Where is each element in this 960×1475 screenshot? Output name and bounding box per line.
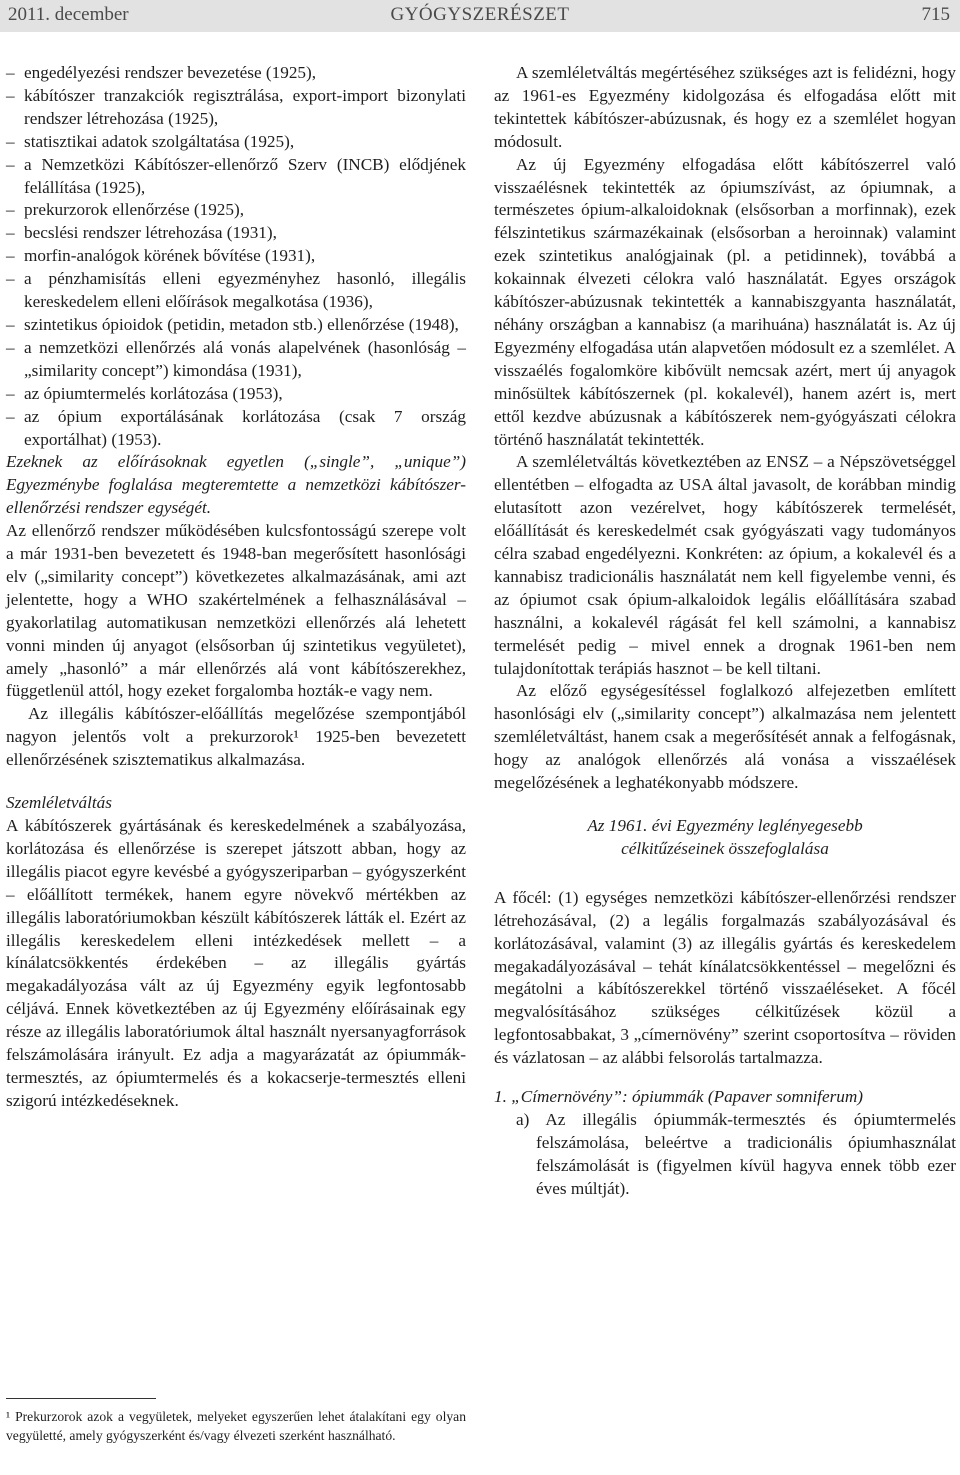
right-column (494, 62, 956, 1201)
footnote-text: ¹ Prekurzorok azok a vegyületek, melyeket egyszerűen lehet átalakítani egy olyan vegyületté, amely gyógyszerként és/vagy élvezeti szerként használható. (6, 1409, 466, 1443)
footnote (6, 1408, 466, 1445)
list-item: – szintetikus ópioidok (petidin, metadon stb.) ellenőrzése (1948), (6, 314, 466, 337)
paragraph: Az ellenőrző rendszer működésében kulcsfontosságú szerepe volt a már 1931-ben bevezetett és 1948-ban megerősített hasonlósági elv („similarity concept”) következetes alkalmazásának, ami azt jelentette, hogy a WHO szakértelmének a felhasználásával – gyakorlatilag automatikusan nemzetközi ellenőrzés alá lehetett vonni minden új anyagot (elsősorban új szintetikus vegyületet), amely „hasonló” a már ellenőrzés alá vont kábítószerekhez, függetlenül attól, hogy ezeket forgalomba hozták-e vagy nem. (6, 521, 466, 701)
paragraph: A főcél: (1) egységes nemzetközi kábítószer-ellenőrzési rendszer létrehozásával, (2) a legális forgalmazás szabályozásával és korlátozásával, valamint (3) az illegális gyártás és kereskedelem megakadályozásával – tehát kínálatcsökkentéssel – megelőzni és megátolni a kábítószerekkel történő visszaéléseket. A főcél megvalósításához szükséges célkitűzések közül a legfontosabbakat, 3 „címernövény” szerint csoportosítva – röviden és vázlatosan – az alábbi felsorolás tartalmazza. (494, 887, 956, 1068)
list-item: – statisztikai adatok szolgáltatása (1925), (6, 131, 466, 154)
list-item: – a pénzhamisítás elleni egyezményhez hasonló, illegális kereskedelem elleni előírások megalkotása (1936), (6, 268, 466, 314)
paragraph: Az új Egyezmény elfogadása előtt kábítószerrel való visszaélésnek tekintették az ópiumszívást, az ópiumnak, a természetes ópium-alkaloidoknak (elsősorban a morfinnak), ezek félszintetikus származékainak (elsősorban a heroinnak) valamint ezek szintetikus analógjainak (pl. a petidinnek), továbbá a kokainnak élvezeti célokra való használatát. Egyes országok kábítószer-abúzusnak tekintették a kannabiszgyanta használatát, néhány országban a kannabisz (a marihuána) használatát is. Az új Egyezmény elfogadása után alapvetően módosult ez a szemlélet. A visszaélés fogalomköre kibővült nemcsak azért, mert új anyagok minősültek kábítószernek (pl. kokalevél), hanem azért is, mert ettől kezdve abúzusnak a kábítószerek nem-gyógyászati célokra történő használatát tekintették. (494, 154, 956, 449)
page-header (0, 0, 960, 32)
list-item: – morfin-analógok körének bővítése (1931), (6, 245, 466, 268)
list-item: – becslési rendszer létrehozása (1931), (6, 222, 466, 245)
paragraph: A kábítószerek gyártásának és kereskedelmének a szabályozása, korlátozása és ellenőrzése is szerepet játszott abban, hogy az illegális piacot egyre kevésbé a gyógyszeriparban – gyógyszerként – előállított termékek, hanem egyre növekvő mértékben az illegális laboratóriumokban készült kábítószerek látták el. Ezért az illegális kereskedelem elleni intézkedések mellett – a kínálatcsökkentés érdekében – az illegális gyártás megakadályozása vált az új Egyezmény egyik legfontosabb céljává. Ennek következtében az új Egyezmény előírásainak egy része az illegális laboratóriumok által használt nyersanyagforrások felszámolására irányult. Ez adja a magyarázatát az ópiummák-termesztés, az ópiumtermelés és a kokacserje-termesztés elleni szigorú intézkedéseknek. (6, 816, 466, 1110)
history-list (6, 62, 466, 451)
list-item: – prekurzorok ellenőrzése (1925), (6, 199, 466, 222)
list-item: – kábítószer tranzakciók regisztrálása, export-import bizonylati rendszer létrehozása (1925), (6, 85, 466, 131)
section-heading (494, 815, 956, 861)
footnote-rule (6, 1398, 156, 1399)
list-item: – a nemzetközi ellenőrzés alá vonás alapelvének (hasonlóság – „similarity concept”) kimondása (1931), (6, 337, 466, 383)
paragraph: A szemléletváltás megértéséhez szükséges azt is felidézni, hogy az 1961-es Egyezmény kidolgozása és elfogadása előtt mit tekintettek kábítószer-abúzusnak, és hogy ez a szemlélet hogyan módosult. (494, 63, 956, 151)
heading-line: Az 1961. évi Egyezmény leglényegesebb (587, 816, 863, 835)
heading-line: célkitűzéseinek összefoglalása (621, 838, 829, 858)
issue-date: 2011. december (8, 4, 129, 25)
journal-title: GYÓGYSZERÉSZET (390, 4, 570, 25)
list-item: – az ópiumtermelés korlátozása (1953), (6, 383, 466, 406)
list-item: – a Nemzetközi Kábítószer-ellenőrző Szerv (INCB) elődjének felállítása (1925), (6, 154, 466, 200)
numbered-item: 1. „Címernövény”: ópiummák (Papaver somniferum) (494, 1087, 863, 1107)
paragraph: Az illegális kábítószer-előállítás megelőzése szempontjából nagyon jelentős volt a prekurzorok¹ 1925-ben bevezetett ellenőrzésének szisztematikus alkalmazása. (6, 704, 466, 770)
left-column (6, 62, 466, 1113)
list-item: – engedélyezési rendszer bevezetése (1925), (6, 62, 466, 85)
section-heading: Szemléletváltás (6, 793, 112, 813)
paragraph: A szemléletváltás következtében az ENSZ – a Népszövetséggel ellentétben – elfogadta az USA által javasolt, de korábban mindig elutasított azon vezérelvet, hogy kábítószerek termelését, előállítását és kereskedelmét csak gyógyászati vagy tudományos célra szabad engedélyezni. Konkréten: az ópium, a kokalevél és a kannabisz tradicionális használatát nem kell figyelembe venni, és az ópiumot csak ópium-alkaloidok legális előállítására szabad használni, a kokalevél rágását fel kell számolni, a kannabisz termelését pedig – mivel ennek a drognak 1961-ben nem tulajdonítottak terápiás hasznot – be kell tiltani. (494, 452, 956, 678)
italic-paragraph: Ezeknek az előírásoknak egyetlen („single”, „unique”) Egyezménybe foglalása megteremtette a nemzetközi kábítószer-ellenőrzési rendszer egységét. (6, 452, 466, 518)
list-item: – az ópium exportálásának korlátozása (csak 7 ország exportálhat) (1953). (6, 406, 466, 452)
sub-item: a) Az illegális ópiummák-termesztés és ópiumtermelés felszámolása, beleértve a tradicionális ópiumhasználat felszámolását is (figyelmen kívül hagyva ennek több ezer éves múltját). (516, 1109, 956, 1198)
page-number: 715 (921, 4, 950, 25)
paragraph: Az előző egységesítéssel foglalkozó alfejezetben említett hasonlósági elv („similarity concept”) alkalmazása nem jelentett szemléletváltást, hanem csak a megerősítését annak a felfogásnak, hogy az analógok ellenőrzés alá vonása a visszaélések megelőzésének a leghatékonyabb módszere. (494, 681, 956, 793)
